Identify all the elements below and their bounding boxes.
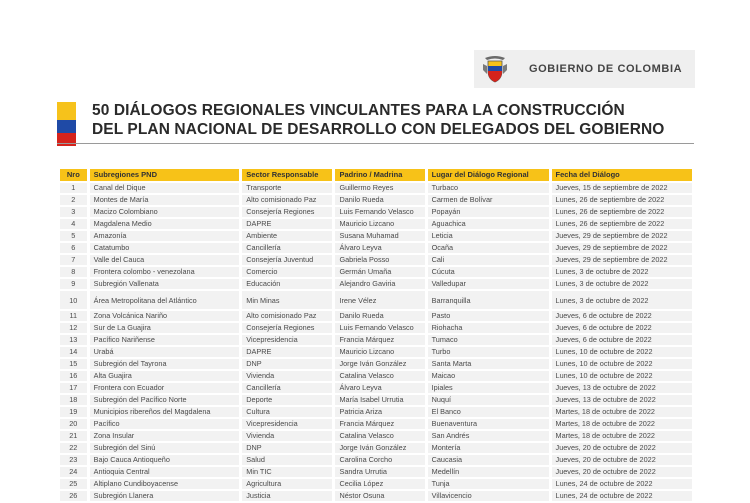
header-lugar: Lugar del Diálogo Regional (428, 169, 549, 181)
cell-padrino: Luis Fernando Velasco (335, 323, 424, 333)
cell-fecha: Lunes, 10 de octubre de 2022 (552, 371, 692, 381)
cell-padrino: Carolina Corcho (335, 455, 424, 465)
cell-lugar: Ipiales (428, 383, 549, 393)
table-row (60, 231, 692, 241)
cell-fecha: Jueves, 29 de septiembre de 2022 (552, 255, 692, 265)
cell-lugar: Tunja (428, 479, 549, 489)
cell-lugar: Buenaventura (428, 419, 549, 429)
cell-fecha: Jueves, 6 de octubre de 2022 (552, 335, 692, 345)
cell-fecha: Lunes, 24 de octubre de 2022 (552, 491, 692, 501)
cell-fecha: Jueves, 20 de octubre de 2022 (552, 455, 692, 465)
cell-lugar: Tumaco (428, 335, 549, 345)
cell-padrino: Patricia Ariza (335, 407, 424, 417)
cell-fecha: Lunes, 26 de septiembre de 2022 (552, 207, 692, 217)
cell-sector: Min Minas (242, 291, 332, 309)
cell-nro: 20 (60, 419, 87, 429)
cell-sector: Transporte (242, 183, 332, 193)
cell-lugar: El Banco (428, 407, 549, 417)
cell-subregion: Montes de María (90, 195, 240, 205)
cell-subregion: Frontera colombo - venezolana (90, 267, 240, 277)
table-row (60, 467, 692, 477)
cell-nro: 8 (60, 267, 87, 277)
cell-sector: Justicia (242, 491, 332, 501)
cell-padrino: Susana Muhamad (335, 231, 424, 241)
cell-sector: Deporte (242, 395, 332, 405)
cell-fecha: Jueves, 15 de septiembre de 2022 (552, 183, 692, 193)
cell-fecha: Lunes, 3 de octubre de 2022 (552, 291, 692, 309)
cell-sector: Ambiente (242, 231, 332, 241)
cell-nro: 3 (60, 207, 87, 217)
cell-lugar: Carmen de Bolívar (428, 195, 549, 205)
cell-lugar: San Andrés (428, 431, 549, 441)
cell-sector: Vicepresidencia (242, 335, 332, 345)
cell-fecha: Lunes, 26 de septiembre de 2022 (552, 195, 692, 205)
cell-padrino: Jorge Iván González (335, 443, 424, 453)
cell-sector: Cancillería (242, 243, 332, 253)
cell-nro: 1 (60, 183, 87, 193)
table-row (60, 311, 692, 321)
cell-subregion: Catatumbo (90, 243, 240, 253)
cell-sector: Alto comisionado Paz (242, 195, 332, 205)
cell-padrino: Mauricio Lizcano (335, 219, 424, 229)
cell-fecha: Lunes, 10 de octubre de 2022 (552, 347, 692, 357)
cell-fecha: Jueves, 20 de octubre de 2022 (552, 467, 692, 477)
cell-lugar: Cúcuta (428, 267, 549, 277)
cell-fecha: Martes, 18 de octubre de 2022 (552, 407, 692, 417)
table-row (60, 243, 692, 253)
cell-nro: 7 (60, 255, 87, 265)
cell-nro: 4 (60, 219, 87, 229)
cell-sector: Alto comisionado Paz (242, 311, 332, 321)
cell-fecha: Jueves, 13 de octubre de 2022 (552, 395, 692, 405)
cell-fecha: Jueves, 29 de septiembre de 2022 (552, 243, 692, 253)
cell-lugar: Turbaco (428, 183, 549, 193)
cell-nro: 16 (60, 371, 87, 381)
dialogues-table (57, 167, 695, 503)
cell-padrino: Luis Fernando Velasco (335, 207, 424, 217)
cell-subregion: Subregión del Tayrona (90, 359, 240, 369)
cell-fecha: Lunes, 3 de octubre de 2022 (552, 267, 692, 277)
cell-fecha: Martes, 18 de octubre de 2022 (552, 431, 692, 441)
cell-nro: 6 (60, 243, 87, 253)
cell-nro: 23 (60, 455, 87, 465)
header-nro: Nro (60, 169, 87, 181)
table-row (60, 267, 692, 277)
cell-subregion: Bajo Cauca Antioqueño (90, 455, 240, 465)
cell-sector: Vivienda (242, 371, 332, 381)
cell-subregion: Sur de La Guajira (90, 323, 240, 333)
cell-padrino: María Isabel Urrutia (335, 395, 424, 405)
cell-sector: Agricultura (242, 479, 332, 489)
cell-nro: 22 (60, 443, 87, 453)
cell-nro: 18 (60, 395, 87, 405)
table-row (60, 479, 692, 489)
table-header-row (60, 169, 692, 181)
cell-padrino: Gabriela Posso (335, 255, 424, 265)
table-row (60, 455, 692, 465)
cell-sector: DAPRE (242, 347, 332, 357)
cell-fecha: Lunes, 10 de octubre de 2022 (552, 359, 692, 369)
title-line-1: 50 DIÁLOGOS REGIONALES VINCULANTES PARA LA CONSTRUCCIÓN (92, 102, 625, 119)
cell-lugar: Cali (428, 255, 549, 265)
cell-sector: Comercio (242, 267, 332, 277)
table-row (60, 195, 692, 205)
cell-sector: Consejería Juventud (242, 255, 332, 265)
cell-padrino: Irene Vélez (335, 291, 424, 309)
cell-fecha: Jueves, 29 de septiembre de 2022 (552, 231, 692, 241)
cell-padrino: Catalina Velasco (335, 431, 424, 441)
cell-lugar: Villavicencio (428, 491, 549, 501)
table-row (60, 183, 692, 193)
cell-nro: 11 (60, 311, 87, 321)
cell-padrino: Álvaro Leyva (335, 243, 424, 253)
cell-nro: 2 (60, 195, 87, 205)
cell-padrino: Cecilia López (335, 479, 424, 489)
cell-lugar: Valledupar (428, 279, 549, 289)
cell-sector: DNP (242, 359, 332, 369)
cell-subregion: Subregión Vallenata (90, 279, 240, 289)
table-row (60, 207, 692, 217)
colombia-flag-icon (57, 102, 76, 146)
header-fecha: Fecha del Diálogo (552, 169, 692, 181)
cell-nro: 5 (60, 231, 87, 241)
cell-lugar: Riohacha (428, 323, 549, 333)
cell-lugar: Caucasia (428, 455, 549, 465)
cell-nro: 13 (60, 335, 87, 345)
table-row (60, 335, 692, 345)
cell-fecha: Lunes, 3 de octubre de 2022 (552, 279, 692, 289)
cell-padrino: Mauricio Lizcano (335, 347, 424, 357)
cell-lugar: Popayán (428, 207, 549, 217)
cell-subregion: Subregión del Pacífico Norte (90, 395, 240, 405)
cell-sector: Cultura (242, 407, 332, 417)
page-title (92, 101, 712, 139)
table-row (60, 347, 692, 357)
cell-lugar: Turbo (428, 347, 549, 357)
cell-padrino: Danilo Rueda (335, 195, 424, 205)
cell-subregion: Subregión Llanera (90, 491, 240, 501)
table-row (60, 419, 692, 429)
cell-subregion: Amazonía (90, 231, 240, 241)
cell-padrino: Francia Márquez (335, 419, 424, 429)
cell-lugar: Aguachica (428, 219, 549, 229)
cell-nro: 9 (60, 279, 87, 289)
cell-subregion: Municipios ribereños del Magdalena (90, 407, 240, 417)
cell-subregion: Antioquia Central (90, 467, 240, 477)
table-body (60, 183, 692, 501)
cell-sector: Vivienda (242, 431, 332, 441)
cell-subregion: Zona Insular (90, 431, 240, 441)
cell-fecha: Martes, 18 de octubre de 2022 (552, 419, 692, 429)
cell-subregion: Pacífico Nariñense (90, 335, 240, 345)
cell-lugar: Barranquilla (428, 291, 549, 309)
cell-padrino: Francia Márquez (335, 335, 424, 345)
header-padrino: Padrino / Madrina (335, 169, 424, 181)
table-row (60, 279, 692, 289)
cell-subregion: Magdalena Medio (90, 219, 240, 229)
cell-lugar: Maicao (428, 371, 549, 381)
cell-subregion: Valle del Cauca (90, 255, 240, 265)
cell-fecha: Jueves, 13 de octubre de 2022 (552, 383, 692, 393)
cell-padrino: Néstor Osuna (335, 491, 424, 501)
table-row (60, 291, 692, 309)
cell-subregion: Altiplano Cundiboyacense (90, 479, 240, 489)
cell-subregion: Frontera con Ecuador (90, 383, 240, 393)
cell-padrino: Álvaro Leyva (335, 383, 424, 393)
cell-sector: DAPRE (242, 219, 332, 229)
cell-padrino: Catalina Velasco (335, 371, 424, 381)
cell-lugar: Pasto (428, 311, 549, 321)
cell-sector: Consejería Regiones (242, 323, 332, 333)
cell-nro: 12 (60, 323, 87, 333)
cell-padrino: Guillermo Reyes (335, 183, 424, 193)
cell-nro: 21 (60, 431, 87, 441)
cell-lugar: Leticia (428, 231, 549, 241)
cell-nro: 15 (60, 359, 87, 369)
cell-padrino: Germán Umaña (335, 267, 424, 277)
cell-nro: 10 (60, 291, 87, 309)
cell-sector: Vicepresidencia (242, 419, 332, 429)
cell-nro: 24 (60, 467, 87, 477)
cell-subregion: Área Metropolitana del Atlántico (90, 291, 240, 309)
cell-subregion: Canal del Dique (90, 183, 240, 193)
table-row (60, 371, 692, 381)
cell-sector: Salud (242, 455, 332, 465)
cell-subregion: Zona Volcánica Nariño (90, 311, 240, 321)
table-row (60, 407, 692, 417)
cell-sector: DNP (242, 443, 332, 453)
cell-sector: Consejería Regiones (242, 207, 332, 217)
cell-fecha: Lunes, 24 de octubre de 2022 (552, 479, 692, 489)
cell-padrino: Alejandro Gaviria (335, 279, 424, 289)
cell-subregion: Macizo Colombiano (90, 207, 240, 217)
title-divider (57, 143, 694, 144)
cell-nro: 14 (60, 347, 87, 357)
cell-lugar: Nuquí (428, 395, 549, 405)
cell-fecha: Jueves, 20 de octubre de 2022 (552, 443, 692, 453)
cell-subregion: Alta Guajira (90, 371, 240, 381)
title-line-2: DEL PLAN NACIONAL DE DESARROLLO CON DELEGADOS DEL GOBIERNO (92, 121, 665, 138)
cell-sector: Min TIC (242, 467, 332, 477)
cell-lugar: Ocaña (428, 243, 549, 253)
header-sector: Sector Responsable (242, 169, 332, 181)
government-label: GOBIERNO DE COLOMBIA (529, 63, 683, 75)
cell-nro: 25 (60, 479, 87, 489)
table-row (60, 359, 692, 369)
cell-subregion: Pacífico (90, 419, 240, 429)
cell-nro: 19 (60, 407, 87, 417)
cell-subregion: Subregión del Sinú (90, 443, 240, 453)
table-row (60, 255, 692, 265)
table-row (60, 219, 692, 229)
table-row (60, 323, 692, 333)
cell-fecha: Jueves, 6 de octubre de 2022 (552, 311, 692, 321)
cell-padrino: Jorge Iván González (335, 359, 424, 369)
cell-lugar: Santa Marta (428, 359, 549, 369)
table-row (60, 395, 692, 405)
cell-nro: 17 (60, 383, 87, 393)
table-row (60, 431, 692, 441)
cell-fecha: Jueves, 6 de octubre de 2022 (552, 323, 692, 333)
cell-fecha: Lunes, 26 de septiembre de 2022 (552, 219, 692, 229)
header-subregion: Subregiones PND (90, 169, 240, 181)
coat-of-arms-icon (482, 54, 508, 84)
cell-padrino: Danilo Rueda (335, 311, 424, 321)
table-row (60, 443, 692, 453)
cell-padrino: Sandra Urrutia (335, 467, 424, 477)
cell-sector: Cancillería (242, 383, 332, 393)
cell-nro: 26 (60, 491, 87, 501)
cell-sector: Educación (242, 279, 332, 289)
government-badge (474, 50, 695, 88)
table-row (60, 383, 692, 393)
cell-subregion: Urabá (90, 347, 240, 357)
cell-lugar: Montería (428, 443, 549, 453)
cell-lugar: Medellín (428, 467, 549, 477)
